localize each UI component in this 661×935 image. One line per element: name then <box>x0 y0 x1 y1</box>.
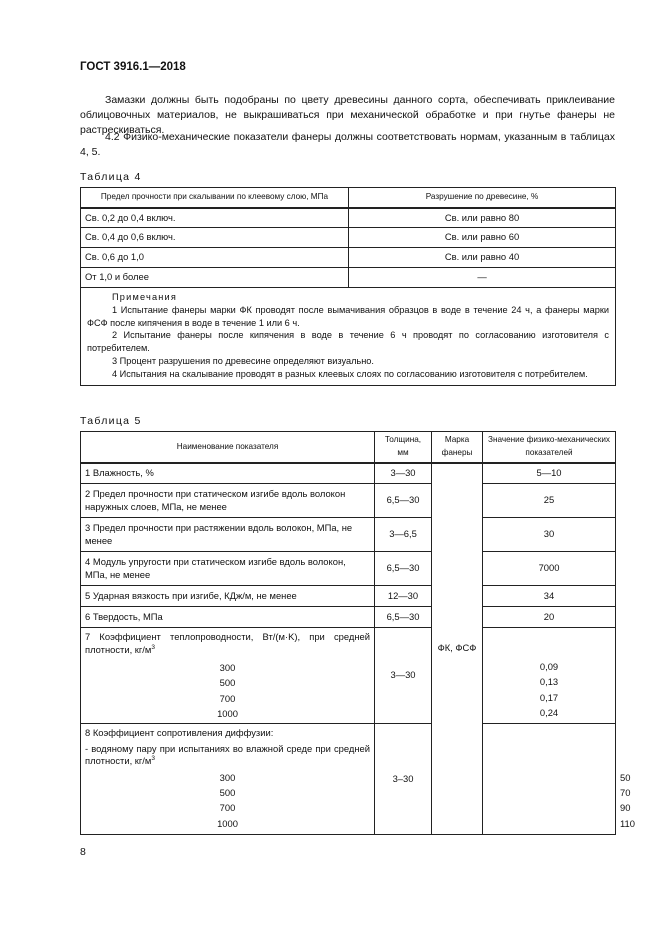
table5-cell: 6,5—30 <box>375 607 432 628</box>
table4-header-destruction: Разрушение по древесине, % <box>349 188 616 208</box>
table4-notes-title: Примечания <box>112 292 178 302</box>
table4-cell: Св. 0,6 до 1,0 <box>81 248 349 268</box>
superscript: 3 <box>151 643 155 651</box>
table5-cell: 20 <box>483 607 616 628</box>
table-row <box>81 208 616 228</box>
table5-header-value: Значение физико-механических показателей <box>483 432 616 463</box>
table5-row8-sublabel: - водяному пару при испытаниях во влажной среде при средней плотности, кг/м <box>85 742 370 767</box>
table-row <box>81 586 616 607</box>
table-row <box>81 518 616 552</box>
table5-cell: 4 Модуль упругости при статическом изгибе вдоль волокон, МПа, не менее <box>81 552 375 586</box>
table-row <box>81 463 616 484</box>
value: 0,24 <box>539 706 559 718</box>
table5-cell: 2 Предел прочности при статическом изгибе вдоль волокон наружных слоев, МПа, не менее <box>81 484 375 518</box>
table5-cell: 6,5—30 <box>375 552 432 586</box>
table5-header-grade: Марка фанеры <box>432 432 483 463</box>
table5-grade: ФК, ФСФ <box>432 463 483 835</box>
table5-row8-densities <box>85 768 370 831</box>
density-value: 700 <box>219 802 236 814</box>
table5-row7-values <box>483 628 616 724</box>
table5-header-name: Наименование показателя <box>81 432 375 463</box>
table4 <box>80 187 616 386</box>
table5 <box>80 431 635 835</box>
table5-cell: 12—30 <box>375 586 432 607</box>
table5-row8-name <box>81 724 375 835</box>
paragraph-putty: Замазки должны быть подобраны по цвету древесины данного сорта, обеспечивать приклеивание облицовочных материалов, не выкрашиваться при механической обработке и при гнутье фанеры не растрескиваться. <box>80 94 615 136</box>
table-row <box>81 484 616 518</box>
table-row <box>81 607 616 628</box>
paragraph-4-2: 4.2 Физико-механические показатели фанеры должны соответствовать нормам, указанным в таблицах 4, 5. <box>80 131 615 158</box>
table5-grade-continued <box>483 724 616 835</box>
table4-cell: Св. или равно 60 <box>349 228 616 248</box>
table5-caption: Таблица 5 <box>80 415 142 427</box>
density-value: 500 <box>219 786 236 798</box>
table-row <box>81 228 616 248</box>
table4-notes <box>81 288 616 386</box>
density-value: 700 <box>219 692 236 704</box>
table5-cell: 1 Влажность, % <box>81 463 375 484</box>
table4-cell: От 1,0 и более <box>81 268 349 288</box>
table5-row7-name <box>81 628 375 724</box>
table4-cell: — <box>349 268 616 288</box>
page-number: 8 <box>80 846 86 858</box>
table-row <box>81 628 616 724</box>
table5-cell: 5—10 <box>483 463 616 484</box>
superscript: 3 <box>151 755 155 763</box>
value: 0,17 <box>539 691 559 703</box>
table5-cell: 3–30 <box>375 724 432 835</box>
table4-cell: Св. или равно 80 <box>349 208 616 228</box>
table5-row8-label: 8 Коэффициент сопротивления диффузии: <box>85 727 274 739</box>
density-value: 300 <box>219 662 236 673</box>
density-value: 500 <box>219 677 236 689</box>
table5-cell: 30 <box>483 518 616 552</box>
table5-row7-densities <box>85 656 370 721</box>
table5-cell: 25 <box>483 484 616 518</box>
table5-row7-label: 7 Коэффициент теплопроводности, Вт/(м·K), при средней плотности, кг/м <box>85 631 370 655</box>
table4-note: 3 Процент разрушения по древесине определяют визуально. <box>112 355 374 366</box>
table5-cell: 34 <box>483 586 616 607</box>
density-value: 1000 <box>217 707 238 719</box>
document-header: ГОСТ 3916.1—2018 <box>80 61 186 73</box>
table-row: 8 Коэффициент сопротивления диффузии: - водяному пару при испытаниях во влажной среде при средней плотности, $кг/м^3$ 300 500 700 1000 3–30 50 70 90 110 <box>81 724 616 835</box>
table5-cell: 6 Твердость, МПа <box>81 607 375 628</box>
table4-header-strength: Предел прочности при скалывании по клеевому слою, МПа <box>81 188 349 208</box>
density-value: 300 <box>219 771 236 783</box>
table4-cell: Св. 0,2 до 0,4 включ. <box>81 208 349 228</box>
table5-cell: 5 Ударная вязкость при изгибе, КДж/м, не менее <box>81 586 375 607</box>
table-row <box>81 248 616 268</box>
table5-cell: 3 Предел прочности при растяжении вдоль волокон, МПа, не менее <box>81 518 375 552</box>
table4-note: 2 Испытание фанеры после кипячения в воде в течение 6 ч проводят по согласованию изготовителя с потребителем. <box>87 330 609 354</box>
table5-cell: 7000 <box>483 552 616 586</box>
table4-cell: Св. или равно 40 <box>349 248 616 268</box>
value: 0,13 <box>539 676 559 688</box>
table5-cell: 3—30 <box>375 463 432 484</box>
table5-cell: 6,5—30 <box>375 484 432 518</box>
value: 0,09 <box>539 661 559 672</box>
table5-cell: 3—6,5 <box>375 518 432 552</box>
density-value: 1000 <box>217 817 238 829</box>
table5-cell: 3—30 <box>375 628 432 724</box>
table-row <box>81 552 616 586</box>
table4-caption: Таблица 4 <box>80 171 142 183</box>
table-row <box>81 268 616 288</box>
table5-header-thickness: Толщина, мм <box>375 432 432 463</box>
table4-cell: Св. 0,4 до 0,6 включ. <box>81 228 349 248</box>
table4-note: 4 Испытания на скалывание проводят в разных клеевых слоях по согласованию изготовителя с потребителем. <box>112 368 588 379</box>
table4-note: 1 Испытание фанеры марки ФК проводят после вымачивания образцов в воде в течение 24 ч, а фанеры марки ФСФ после кипячения в воде в течение 1 или 6 ч. <box>87 304 609 328</box>
